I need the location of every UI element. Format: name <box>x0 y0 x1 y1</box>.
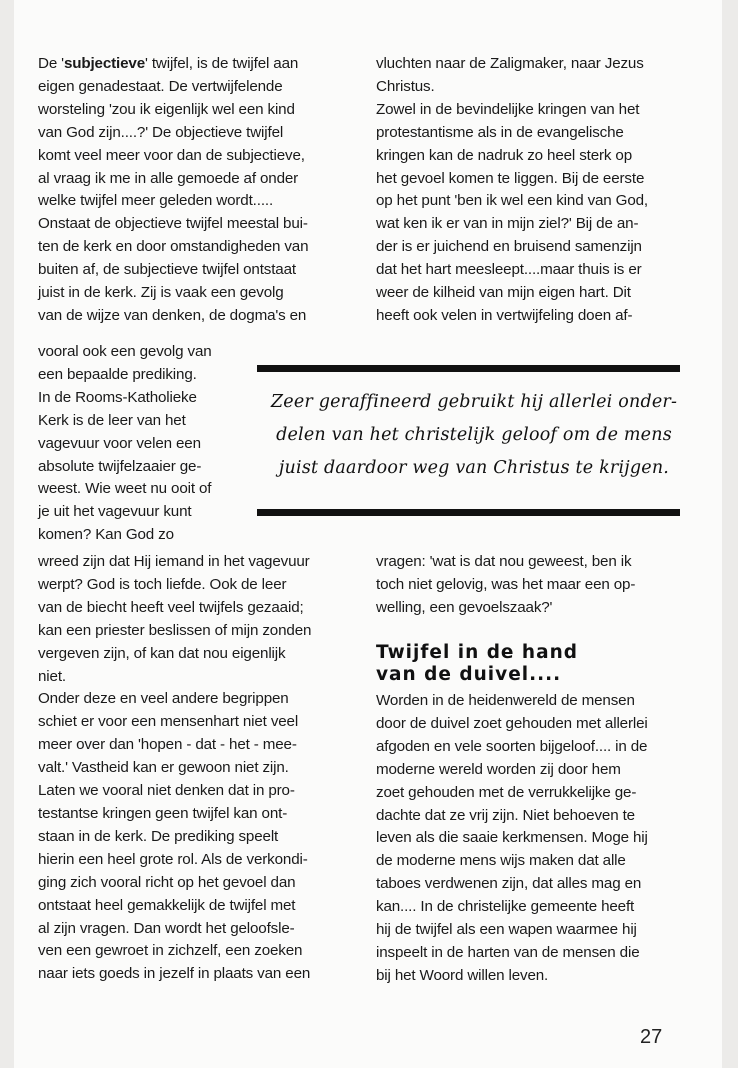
page-number: 27 <box>640 1026 663 1048</box>
text-line: het gevoel komen te liggen. Bij de eerste <box>376 169 645 187</box>
text-line: protestantisme als in de evangelische <box>376 123 624 141</box>
right-column-mid <box>376 551 706 620</box>
text-line: de moderne mens wijs maken dat alle <box>376 852 626 870</box>
text-line: vergeven zijn, of kan dat nou eigenlijk <box>38 644 286 662</box>
text-line: valt.' Vastheid kan er gewoon niet zijn. <box>38 759 289 777</box>
text-line: al vraag ik me in alle gemoede af onder <box>38 169 299 187</box>
text-line: schiet er voor een mensenhart niet veel <box>38 713 299 731</box>
text-line: welling, een gevoelszaak?' <box>376 598 553 616</box>
text-line: weest. Wie weet nu ooit of <box>38 480 212 498</box>
section-heading <box>376 642 706 686</box>
left-column-narrow <box>38 341 268 547</box>
emphasis-subjectieve: subjectieve <box>63 55 146 72</box>
text-line: In de Rooms-Katholieke <box>38 388 197 406</box>
text-line: kan een priester beslissen of mijn zonden <box>38 621 312 639</box>
text-line: vagevuur voor velen een <box>38 434 201 452</box>
text-line: Zowel in de bevindelijke kringen van het <box>376 100 640 118</box>
text-line: een bepaalde prediking. <box>38 365 197 383</box>
text-line: naar iets goeds in jezelf in plaats van een <box>38 965 311 983</box>
text-line: taboes verdwenen zijn, dat alles mag en <box>376 875 642 893</box>
text-line: door de duivel zoet gehouden met allerlei <box>376 714 648 732</box>
text-line: inspeelt in de harten van de mensen die <box>376 943 640 961</box>
text-line: afgoden en vele soorten bijgeloof.... in de <box>376 737 648 755</box>
text-line: van de biecht heeft veel twijfels gezaaid; <box>38 598 304 616</box>
text-line: moderne wereld worden zij door hem <box>376 760 621 778</box>
text-line: niet. <box>38 667 66 685</box>
text-line: ten de kerk en door omstandigheden van <box>38 238 309 256</box>
pull-quote-line: delen van het christelijk geloof om de mens <box>276 425 672 445</box>
text-line: hij de twijfel als een wapen waarmee hij <box>376 921 637 939</box>
quote-rule-top <box>257 365 680 372</box>
text-line: vragen: 'wat is dat nou geweest, ben ik <box>376 553 632 570</box>
right-column-top <box>376 53 696 328</box>
text-line: welke twijfel meer geleden wordt..... <box>38 192 274 210</box>
pull-quote-line: Zeer geraffineerd gebruikt hij allerlei onder- <box>270 392 678 412</box>
text-line: De 'subjectieve' twijfel, is de twijfel aan <box>38 55 299 72</box>
text-line: wat ken ik er van in mijn ziel?' Bij de an- <box>376 215 639 233</box>
text-line: juist in de kerk. Zij is vaak een gevolg <box>38 284 284 302</box>
text-line: Kerk is de leer van het <box>38 411 186 429</box>
text-line: toch niet gelovig, was het maar een op- <box>376 575 636 593</box>
text-line: bij het Woord willen leven. <box>376 966 549 984</box>
text-line: komen? Kan God zo <box>38 526 174 544</box>
text-line: Christus. <box>376 77 435 95</box>
text-line: testantse kringen geen twijfel kan ont- <box>38 804 288 822</box>
text-line: kringen kan de nadruk zo heel sterk op <box>376 146 633 164</box>
magazine-page <box>14 0 722 1068</box>
text-line: buiten af, de subjectieve twijfel ontstaat <box>38 261 296 279</box>
text-line: staan in de kerk. De prediking speelt <box>38 827 279 845</box>
text-line: Onder deze en veel andere begrippen <box>38 690 289 708</box>
text-line: ontstaat heel gemakkelijk de twijfel met <box>38 896 296 914</box>
right-column-bottom <box>376 690 706 988</box>
pull-quote <box>264 386 684 485</box>
text-line: eigen genadestaat. De vertwijfelende <box>38 77 283 95</box>
left-column-bottom <box>38 551 368 986</box>
text-line: Worden in de heidenwereld de mensen <box>376 692 635 709</box>
text-line: dachte dat ze vrij zijn. Niet behoeven te <box>376 806 635 824</box>
text-line: worsteling 'zou ik eigenlijk wel een kind <box>38 100 295 118</box>
text-line: leven als die saaie kerkmensen. Moge hij <box>376 829 648 847</box>
text-line: van God zijn....?' De objectieve twijfel <box>38 123 284 141</box>
text-line: dat het hart meesleept....maar thuis is er <box>376 261 642 279</box>
left-column-top <box>38 53 358 328</box>
text-line: Laten we vooral niet denken dat in pro- <box>38 782 295 800</box>
pull-quote-line: juist daardoor weg van Christus te krijgen. <box>278 458 670 478</box>
text-line: je uit het vagevuur kunt <box>38 503 192 521</box>
text-line: weer de kilheid van mijn eigen hart. Dit <box>376 284 631 302</box>
text-line: Onstaat de objectieve twijfel meestal bui- <box>38 215 308 233</box>
text-line: vooral ook een gevolg van <box>38 343 212 360</box>
text-line: al zijn vragen. Dan wordt het geloofsle- <box>38 919 295 937</box>
text-line: der is er juichend en bruisend samenzijn <box>376 238 642 256</box>
text-line: werpt? God is toch liefde. Ook de leer <box>38 575 287 593</box>
text-line: ven een gewroet in zichzelf, een zoeken <box>38 942 303 960</box>
text-line: heeft ook velen in vertwijfeling doen af- <box>376 306 633 324</box>
text-line: zoet gehouden met de verrukkelijke ge- <box>376 783 637 801</box>
text-line: komt veel meer voor dan de subjectieve, <box>38 146 305 164</box>
quote-rule-bottom <box>257 509 680 516</box>
text-line: kan.... In de christelijke gemeente heeft <box>376 898 635 916</box>
text-line: vluchten naar de Zaligmaker, naar Jezus <box>376 55 644 72</box>
text-line: wreed zijn dat Hij iemand in het vagevuur <box>38 553 310 570</box>
text-line: meer over dan 'hopen - dat - het - mee- <box>38 736 297 754</box>
section-heading-line: van de duivel.... <box>376 664 562 685</box>
text-line: absolute twijfelzaaier ge- <box>38 457 202 475</box>
text-line: van de wijze van denken, de dogma's en <box>38 306 307 324</box>
text-line: ging zich vooral richt op het gevoel dan <box>38 873 296 891</box>
text-line: op het punt 'ben ik wel een kind van God, <box>376 192 649 210</box>
text-line: hierin een heel grote rol. Als de verkondi- <box>38 850 308 868</box>
section-heading-line: Twijfel in de hand <box>376 642 578 663</box>
